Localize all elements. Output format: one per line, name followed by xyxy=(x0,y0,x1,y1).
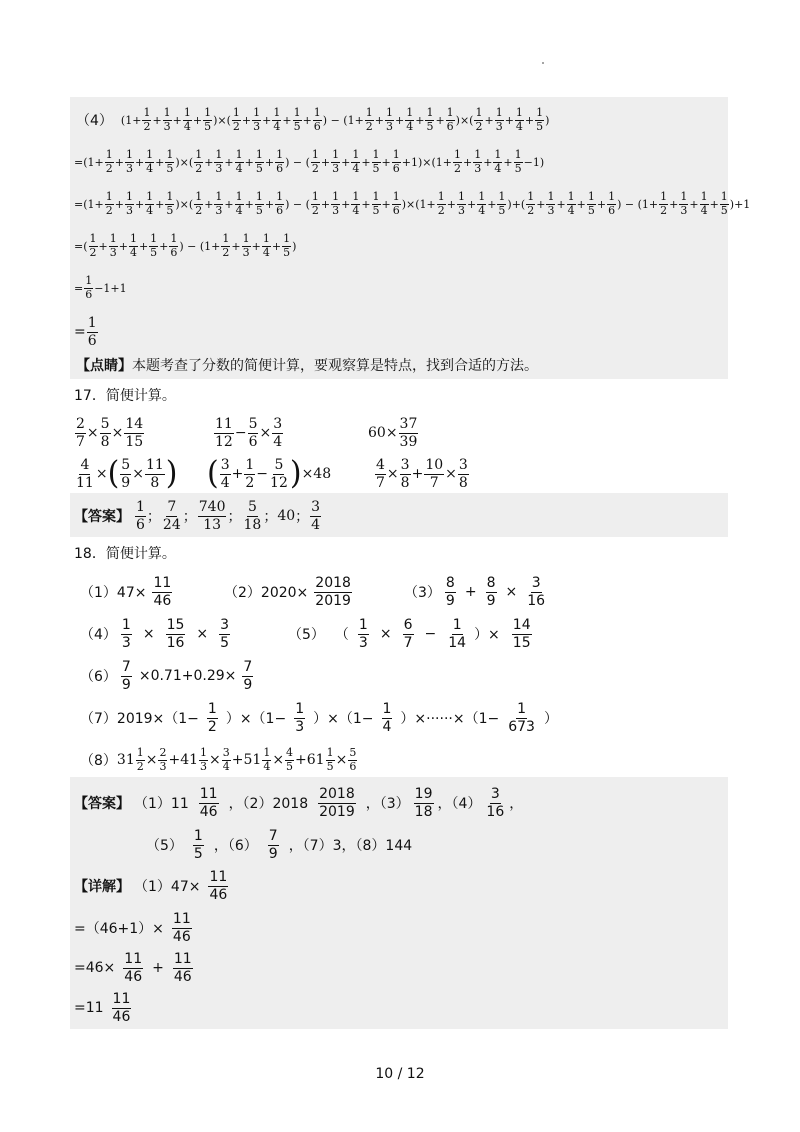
q17-answer-2: $\frac{7}{24}$ xyxy=(162,499,181,533)
dianjing-label: 【点睛】 xyxy=(76,358,132,374)
q18-item-8: （8） 31 $\frac{1}{2}$ × $\frac{2}{3}$ +41 $\frac{1}{3}$ × $\frac{3}{4}$ +51 $\frac{1}{4}$ × $\frac{4}{5}$ +61 $\frac{1}{5}$ × $\frac{5}{6}$ xyxy=(80,745,357,773)
p4-expression: （4） (1+ $\frac{1}{2}$ + $\frac{1}{3}$ + $\frac{1}{4}$ + $\frac{1}{5}$ )×( $\frac{1}{2}$ + $\frac{1}{3}$ + $\frac{1}{4}$ + $\frac{1}{5}$ + $\frac{1}{6}$ ) − (1+ $\frac{1}{2}$ + $\frac{1}{3}$ + $\frac{1}{4}$ + $\frac{1}{5}$ + $\frac{1}{6}$ )×( $\frac{1}{2}$ + $\frac{1}{3}$ + $\frac{1}{4}$ + $\frac{1}{5}$ ) xyxy=(76,105,550,133)
p4-label: （4） xyxy=(76,113,113,129)
q17-answer-3: $\frac{740}{13}$ xyxy=(198,499,226,533)
q17-expr-4: $\frac{4}{11}$ × ( $\frac{5}{9}$ × $\frac{11}{8}$ ) xyxy=(76,455,178,492)
q17-answer-4: $\frac{5}{18}$ xyxy=(243,499,262,533)
q18-answer-line-2: （5） $\frac{1}{5}$ ，（6） $\frac{7}{9}$ ，（7）3，（8）144 xyxy=(146,828,413,862)
stray-dot xyxy=(542,62,544,64)
page-number: 10 / 12 xyxy=(375,1066,425,1082)
q18-detail-line-2: =（46+1）× $\frac{11}{46}$ xyxy=(74,911,191,945)
q18-detail-line-1: 【详解】 （1）47× $\frac{11}{46}$ xyxy=(74,869,228,903)
q17-expr-5: ( $\frac{3}{4}$ + $\frac{1}{2}$ − $\frac{5}{12}$ ) ×48 xyxy=(207,455,332,492)
dianjing-text: 本题考查了分数的简便计算，要观察算是特点，找到合适的方法。 xyxy=(132,358,538,374)
q17-answer-6: $\frac{3}{4}$ xyxy=(311,499,321,533)
q17-answer-5: 40 xyxy=(277,508,296,524)
p4-step1: =(1+ $\frac{1}{2}$ + $\frac{1}{3}$ + $\frac{1}{4}$ + $\frac{1}{5}$ )×( $\frac{1}{2}$ + $\frac{1}{3}$ + $\frac{1}{4}$ + $\frac{1}{5}$ + $\frac{1}{6}$ ) − ( $\frac{1}{2}$ + $\frac{1}{3}$ + $\frac{1}{4}$ + $\frac{1}{5}$ + $\frac{1}{6}$ +1)×(1+ $\frac{1}{2}$ + $\frac{1}{3}$ + $\frac{1}{4}$ + $\frac{1}{5}$ −1) xyxy=(74,147,545,175)
q17-answer-label: 【答案】 xyxy=(74,509,130,525)
q18-title: 18．简便计算。 xyxy=(74,546,176,562)
detail-label: 【详解】 xyxy=(74,879,130,895)
q17-answer-1: $\frac{1}{6}$ xyxy=(136,499,145,533)
dianjing-note xyxy=(76,354,538,376)
p4-step3: =( $\frac{1}{2}$ + $\frac{1}{3}$ + $\frac{1}{4}$ + $\frac{1}{5}$ + $\frac{1}{6}$ ) − (1+ $\frac{1}{2}$ + $\frac{1}{3}$ + $\frac{1}{4}$ + $\frac{1}{5}$ ) xyxy=(74,231,297,259)
q18-item-4: （4） $\frac{1}{3}$ × $\frac{15}{16}$ × $\frac{3}{5}$ xyxy=(80,617,230,651)
q18-detail-line-4: =11 $\frac{11}{46}$ xyxy=(74,991,131,1025)
q17-expr-6: $\frac{4}{7}$ × $\frac{3}{8}$ + $\frac{10}{7}$ × $\frac{3}{8}$ xyxy=(376,457,468,491)
q18-item-2: （2）2020× $\frac{2018}{2019}$ xyxy=(224,575,351,609)
q17-expr-3: 60× $\frac{37}{39}$ xyxy=(368,416,418,450)
q18-answer-line-1: 【答案】 （1）11 $\frac{11}{46}$ ，（2）2018 $\frac{2018}{2019}$ ，（3） $\frac{19}{18}$ ，（4） $\frac{3}{16}$ ， xyxy=(74,786,524,820)
q17-expr-2: $\frac{11}{12}$ − $\frac{5}{6}$ × $\frac{3}{4}$ xyxy=(215,416,283,450)
p4-step4: = $\frac{1}{6}$ −1+1 xyxy=(74,273,127,301)
q17-title: 17．简便计算。 xyxy=(74,388,176,404)
p4-result: = $\frac{1}{6}$ xyxy=(74,315,97,349)
q18-item-3: （3） $\frac{8}{9}$ + $\frac{8}{9}$ × $\frac{3}{16}$ xyxy=(404,575,546,609)
q18-item-1: （1）47× $\frac{11}{46}$ xyxy=(80,575,172,609)
q18-item-6: （6） $\frac{7}{9}$ ×0.71+0.29× $\frac{7}{9}$ xyxy=(80,659,253,693)
q18-item-5: （5） （ $\frac{1}{3}$ × $\frac{6}{7}$ − $\frac{1}{14}$ ）× $\frac{14}{15}$ xyxy=(288,617,531,651)
q18-item-7: （7）2019×（1− $\frac{1}{2}$ ）×（1− $\frac{1}{3}$ ）×（1− $\frac{1}{4}$ ）×······×（1− $\frac{1}{673}$ ） xyxy=(80,701,558,735)
q18-detail-line-3: =46× $\frac{11}{46}$ + $\frac{11}{46}$ xyxy=(74,951,192,985)
q17-answer: 【答案】 $\frac{1}{6}$ ； $\frac{7}{24}$ ； $\frac{740}{13}$ ； $\frac{5}{18}$ ； 40 ； $\frac{3}{4}$ xyxy=(74,499,321,533)
p4-step2: =(1+ $\frac{1}{2}$ + $\frac{1}{3}$ + $\frac{1}{4}$ + $\frac{1}{5}$ )×( $\frac{1}{2}$ + $\frac{1}{3}$ + $\frac{1}{4}$ + $\frac{1}{5}$ + $\frac{1}{6}$ ) − ( $\frac{1}{2}$ + $\frac{1}{3}$ + $\frac{1}{4}$ + $\frac{1}{5}$ + $\frac{1}{6}$ )×(1+ $\frac{1}{2}$ + $\frac{1}{3}$ + $\frac{1}{4}$ + $\frac{1}{5}$ )+( $\frac{1}{2}$ + $\frac{1}{3}$ + $\frac{1}{4}$ + $\frac{1}{5}$ + $\frac{1}{6}$ ) − (1+ $\frac{1}{2}$ + $\frac{1}{3}$ + $\frac{1}{4}$ + $\frac{1}{5}$ )+1 xyxy=(74,189,751,217)
q18-answer-label: 【答案】 xyxy=(74,796,130,812)
q17-expr-1: $\frac{2}{7}$ × $\frac{5}{8}$ × $\frac{14}{15}$ xyxy=(76,416,144,450)
